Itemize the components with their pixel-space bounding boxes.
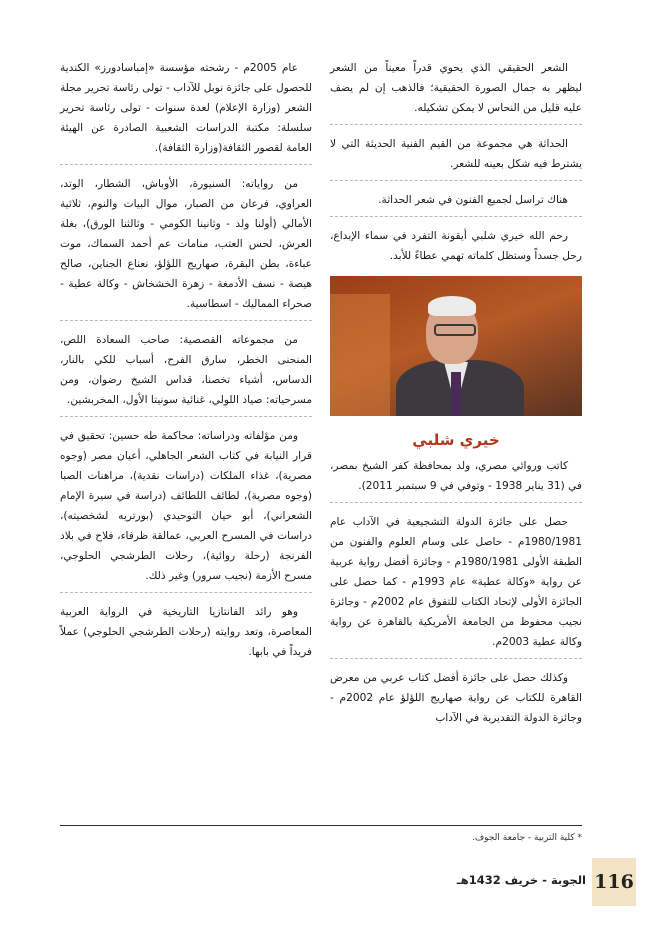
footnote-rule [60,825,582,826]
separator [330,658,582,659]
paragraph: من مجموعاته القصصية: صاحب السعادة اللص، المنحنى الخطر، سارق الفرح، أسباب للكي بالنار، الدساس، أشياء تخصنا، قداس الشيخ رضوان، ومن مسرحياته: صياد اللولي، غنائية سونيتا الأول، المخربشين. [60,334,312,406]
separator [330,502,582,503]
paragraph: كاتب وروائي مصري، ولد بمحافظة كفر الشيخ بمصر، في (31 يناير 1938 - وتوفي في 9 سبتمبر 2011). [330,460,582,492]
separator [60,592,312,593]
author-photo [330,276,582,416]
paragraph: الحداثة هي مجموعة من القيم الفنية الحديثة التي لا يشترط فيه شكل بعينه للشعر. [330,138,582,170]
separator [60,164,312,165]
separator [60,416,312,417]
paragraph: من رواياته: السنيورة، الأوباش، الشطار، الوتد، العراوي، فرعان من الصبار، موال البيات والنوم، ثلاثية الأمالي (أولنا ولد - وثانينا الكومي - وثالثنا الورق)، بغلة العرش، لحس العتب، منامات عم أحمد السماك، موت عباءة، بطن البقرة، صهاريج اللؤلؤ، نعناع الجناين، صالح هيصة - نسف الأدمغة - زهرة الخشخاش - وكالة عطية - صحراء المماليك - اسطاسية. [60,178,312,310]
footnote: * كلية التربية - جامعة الجوف. [471,833,582,843]
paragraph: رحم الله خيري شلبي أيقونة التفرد في سماء الإبداع، رحل جسداً وستظل كلماته تهمي عطاءً للأبد. [330,230,582,262]
paragraph: عام 2005م - رشحته مؤسسة «إمباسادورز» الكندية للحصول على جائزة نوبل للآداب - تولى رئاسة تحرير مجلة الشعر (وزارة الإعلام) لعدة سنوات - تولى رئاسة تحرير سلسلة: مكتبة الدراسات الشعبية الصادرة عن الهيئة العامة لقصور الثقافة(وزارة الثقافة). [60,62,312,154]
paragraph: وكذلك حصل على جائزة أفضل كتاب عربي من معرض القاهرة للكتاب عن رواية صهاريج اللؤلؤ عام 2002م - وجائزة الدولة التقديرية في الآداب [330,672,583,724]
right-column [330,58,582,734]
left-column [60,58,312,668]
paragraph: وهو رائد الفانتازيا التاريخية في الرواية العربية المعاصرة، وتعد روايته (رحلات الطرشجي الحلوجي) عملاً فريداً في بابها. [60,606,312,658]
separator [330,216,582,217]
photo-caption: خيري شلبي [412,431,500,449]
separator [330,124,582,125]
separator [60,320,312,321]
paragraph: الشعر الحقيقي الذي يحوي قدراً معيناً من الشعر ليظهر به جمال الصورة الحقيقية؛ فالذهب إن لم يضف عليه قليل من النحاس لا يمكن تشكيله. [330,62,582,114]
page-number: 116 [592,858,636,906]
paragraph: هناك تراسل لجميع الفنون في شعر الحداثة. [378,194,568,206]
paragraph: ومن مؤلفاته ودراساته: محاكمة طه حسين: تحقيق في قرار النيابة في كتاب الشعر الجاهلي، أعيان مصر (وجوه مصرية)، غذاء الملكات (دراسات نقدية)، مراهنات الصبا (وجوه مصرية)، لطائف اللطائف (دراسة في سيرة الإمام الشعراني)، أبو حيان التوحيدي (بورتريه لشخصيته)، دراسات في المسرح العربي، عمالقة ظرفاء، فلاح في بلاد الفرنجة (رحلة روائية)، رحلات الطرشجي الحلوجي، مسرح الأزمة (نجيب سرور) وغير ذلك. [60,430,312,582]
journal-title: الجوبة - خريف 1432هـ [456,873,586,887]
paragraph: حصل على جائزة الدولة التشجيعية في الآداب عام 1980/1981م - حاصل على وسام العلوم والفنون من الطبقة الأولى 1980/1981م - وجائزة أفضل رواية عربية عن رواية «وكالة عطية» عام 1993م - كما حصل على الجائزة الأولى لإتحاد الكتاب للتفوق عام 2002م - وجائزة نجيب محفوظ من الجامعة الأمريكية بالقاهرة عن رواية وكالة عطية 2003م. [330,516,582,648]
separator [330,180,582,181]
